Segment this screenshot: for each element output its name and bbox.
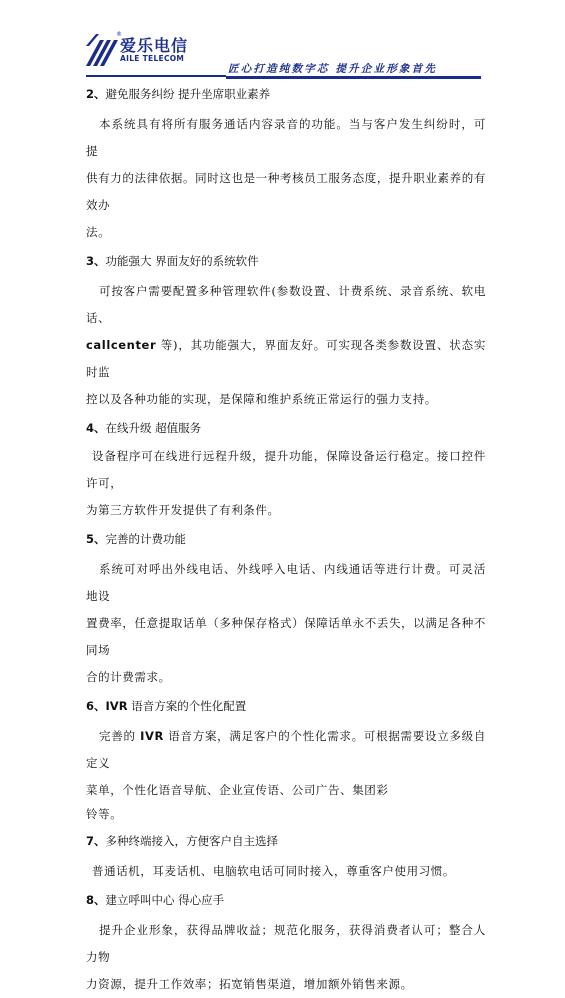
section-title: 建立呼叫中心 得心应手: [105, 893, 225, 907]
paragraph-line: 本系统具有将所有服务通话内容录音的功能。当与客户发生纠纷时，可提: [86, 117, 486, 158]
paragraph-line: 法。: [86, 225, 111, 239]
section-heading: [86, 84, 486, 104]
latin-term: IVR: [105, 699, 128, 713]
registered-mark: ®: [116, 31, 122, 38]
latin-term: callcenter: [86, 338, 157, 352]
paragraph-line: 置费率，任意提取话单（多种保存格式）保障话单永不丢失，以满足各种不同场: [86, 616, 486, 657]
section-number: 8、: [86, 893, 106, 907]
paragraph-line: 菜单，个性化语音导航、企业宣传语、公司广告、集团彩: [86, 783, 389, 797]
paragraph-line: 供有力的法律依据。同时这也是一种考核员工服务态度，提升职业素养的有效办: [86, 171, 486, 212]
section-paragraph: [86, 278, 486, 413]
paragraph-line: 合的计费需求。: [86, 670, 171, 684]
section-paragraph: [86, 556, 486, 691]
section-heading: [86, 529, 486, 549]
section-number: 2、: [86, 87, 106, 101]
brand-name-cn: 爱乐电信: [120, 36, 189, 55]
paragraph-line: [86, 723, 486, 777]
paragraph-text: 等)，其功能强大，界面友好。可实现各类参数设置、状态实时监: [86, 338, 486, 379]
diagonal-stripes-logo-icon: [86, 34, 120, 66]
section-number: 7、: [86, 834, 106, 848]
latin-term: IVR: [140, 729, 164, 743]
page-header: [0, 0, 565, 80]
section-title: 语音方案的个性化配置: [127, 699, 247, 713]
paragraph-line: 提升企业形象，获得品牌收益；规范化服务，获得消费者认可；整合人力物: [86, 923, 486, 964]
section-number: 4、: [86, 421, 106, 435]
section-title: 在线升级 超值服务: [105, 421, 202, 435]
section-title: 避免服务纠纷 提升坐席职业素养: [105, 87, 271, 101]
section-paragraph: [86, 111, 486, 246]
section-paragraph: [86, 723, 486, 824]
paragraph-text: 完善的: [99, 729, 141, 743]
paragraph-line: 铃等。: [86, 807, 123, 821]
section-heading: [86, 696, 486, 716]
paragraph-line: 可按客户需要配置多种管理软件(参数设置、计费系统、录音系统、软电话、: [86, 284, 486, 325]
section-heading: [86, 831, 486, 851]
paragraph-line: 控以及各种功能的实现，是保障和维护系统正常运行的强力支持。: [86, 392, 437, 406]
section-number: 3、: [86, 254, 106, 268]
section-paragraph: [86, 917, 486, 998]
paragraph-line: 设备程序可在线进行远程升级，提升功能，保障设备运行稳定。接口控件许可，: [86, 449, 486, 490]
section-title: 多种终端接入，方便客户自主选择: [105, 834, 279, 848]
section-heading: [86, 251, 486, 271]
section-heading: [86, 418, 486, 438]
paragraph-line: [86, 332, 486, 386]
section-title: 完善的计费功能: [105, 532, 187, 546]
paragraph-text: 语音方案，满足客户的个性化需求。可根据需要设立多级自定义: [86, 729, 486, 770]
header-slogan: 匠心打造纯数字芯 提升企业形象首先: [228, 63, 438, 75]
header-rule-right: [226, 76, 481, 79]
paragraph-line: 系统可对呼出外线电话、外线呼入电话、内线通话等进行计费。可灵活地设: [86, 562, 486, 603]
document-body: [86, 84, 486, 998]
paragraph-line: 普通话机，耳麦话机、电脑软电话可同时接入，尊重客户使用习惯。: [92, 864, 455, 878]
section-number: 6、: [86, 699, 106, 713]
section-title: 功能强大 界面友好的系统软件: [105, 254, 259, 268]
section-paragraph: [86, 443, 486, 524]
brand-name-en: AILE TELECOM: [120, 54, 185, 63]
section-heading: [86, 890, 486, 910]
section-number: 5、: [86, 532, 106, 546]
paragraph-line: 为第三方软件开发提供了有利条件。: [86, 503, 280, 517]
header-rule-left: [86, 75, 226, 77]
paragraph-line: 力资源，提升工作效率；拓宽销售渠道，增加额外销售来源。: [86, 977, 413, 991]
section-paragraph: [86, 858, 486, 885]
